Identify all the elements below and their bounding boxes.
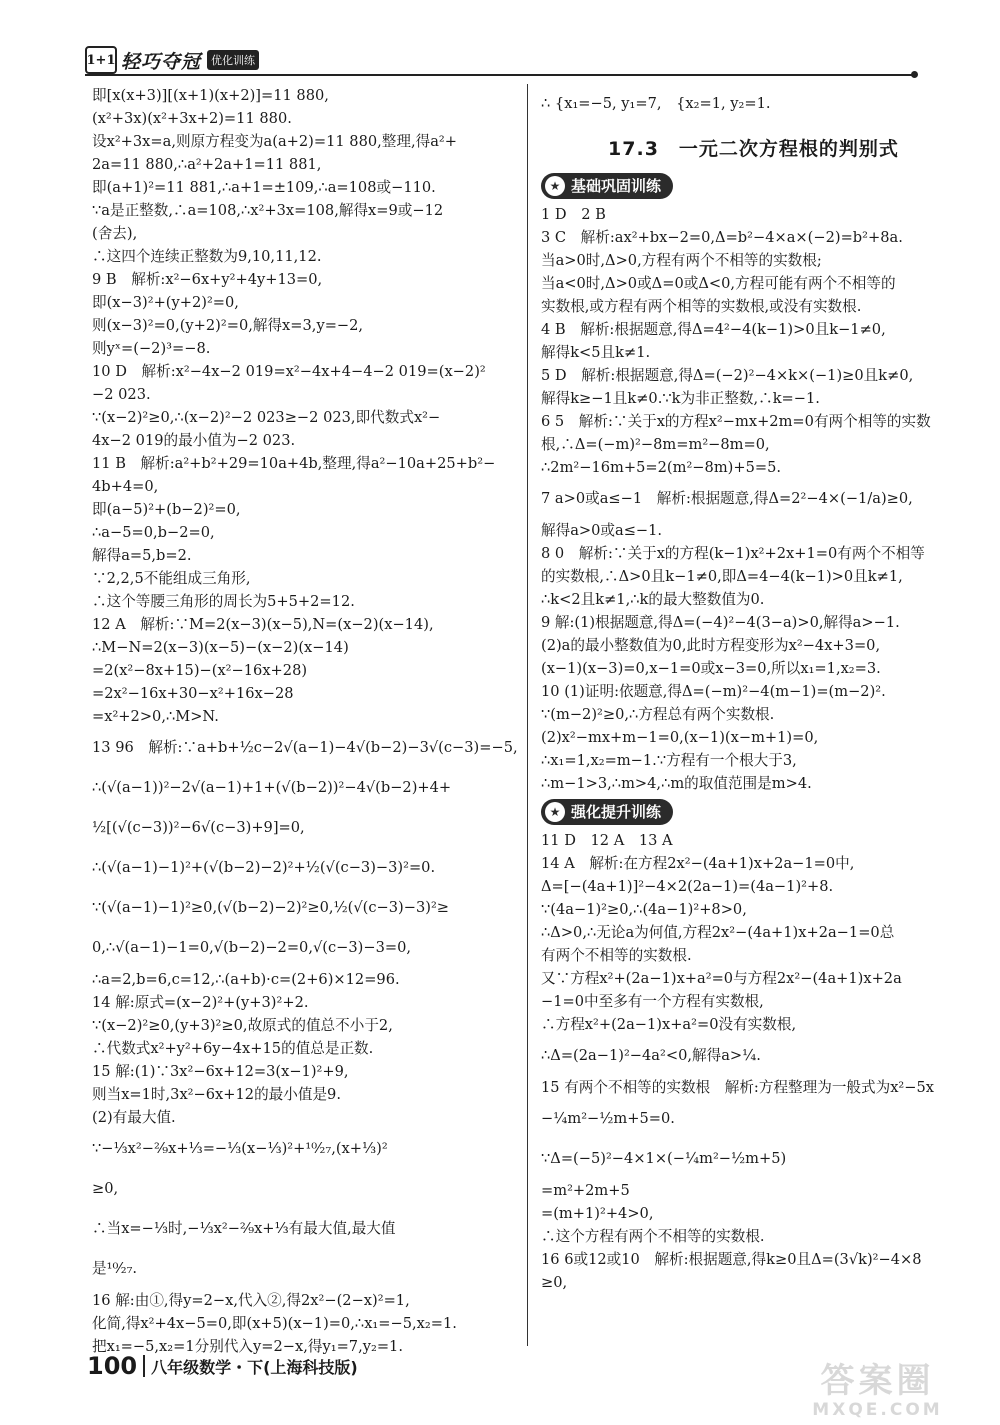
text-line: 则yˣ=(−2)³=−8. bbox=[92, 340, 211, 357]
text-line: 解得k<5且k≠1. bbox=[541, 344, 651, 361]
text-line: ∴Δ>0,∴无论a为何值,方程2x²−(4a+1)x+2a−1=0总 bbox=[541, 924, 895, 941]
text-line: −2 023. bbox=[92, 386, 151, 403]
text-line: ∴m−1>3,∴m>4,∴m的取值范围是m>4. bbox=[541, 775, 812, 792]
watermark bbox=[770, 1362, 985, 1422]
text-line: 根,∴Δ=(−m)²−8m=m²−8m=0, bbox=[541, 436, 770, 453]
text-line: =2x²−16x+30−x²+16x−28 bbox=[92, 685, 294, 702]
watermark-sub: MXQE.COM bbox=[812, 1400, 943, 1420]
text-line: 的实数根,∴Δ>0且k−1≠0,即Δ=4−4(k−1)>0且k≠1, bbox=[541, 568, 903, 585]
text-line: 是¹⁰⁄₂₇. bbox=[92, 1260, 138, 1277]
text-line: 把x₁=−5,x₂=1分别代入y=2−x,得y₁=7,y₂=1. bbox=[92, 1338, 403, 1355]
text-line: 化简,得x²+4x−5=0,即(x+5)(x−1)=0,∴x₁=−5,x₂=1. bbox=[92, 1315, 457, 1332]
header-rule bbox=[85, 74, 915, 76]
text-line: 又∵方程x²+(2a−1)x+a²=0与方程2x²−(4a+1)x+2a bbox=[541, 970, 902, 987]
text-line: ∵2,2,5不能组成三角形, bbox=[92, 570, 251, 587]
text-line: ≥0, bbox=[92, 1180, 119, 1197]
brand-name: 轻巧夺冠 bbox=[121, 50, 202, 73]
text-line: 10 (1)证明:依题意,得Δ=(−m)²−4(m−1)=(m−2)². bbox=[541, 683, 886, 700]
text-line: 有两个不相等的实数根. bbox=[541, 947, 692, 964]
page-header bbox=[85, 44, 915, 78]
brand-badge: 优化训练 bbox=[207, 50, 259, 70]
text-line: 则当x=1时,3x²−6x+12的最小值是9. bbox=[92, 1086, 341, 1103]
text-line: ∴这个方程有两个不相等的实数根. bbox=[541, 1228, 765, 1245]
text-line: 3 C 解析:ax²+bx−2=0,Δ=b²−4×a×(−2)=b²+8a. bbox=[541, 229, 903, 246]
subsection-advanced bbox=[541, 799, 673, 825]
text-line: 10 D 解析:x²−4x−2 019=x²−4x+4−4−2 019=(x−2)² bbox=[92, 363, 486, 380]
text-line: ∵(√(a−1)−1)²≥0,(√(b−2)−2)²≥0,½(√(c−3)−3)²≥ bbox=[92, 899, 450, 916]
text-line: ∴Δ=(2a−1)²−4a²<0,解得a>¼. bbox=[541, 1047, 761, 1064]
logo-mark: 1+1 bbox=[85, 46, 117, 74]
text-line: ∴ {x₁=−5, y₁=7, {x₂=1, y₂=1. bbox=[541, 95, 771, 112]
text-line: 1 D 2 B bbox=[541, 206, 606, 223]
right-top-lines bbox=[541, 84, 966, 124]
text-line: 即[x(x+3)][(x+1)(x+2)]=11 880, bbox=[92, 87, 329, 104]
watermark-main: 答案圈 bbox=[820, 1361, 935, 1401]
subsection-basic-label: 基础巩固训练 bbox=[571, 176, 662, 195]
text-line: 实数根,或方程有两个相等的实数根,或没有实数根. bbox=[541, 298, 862, 315]
text-line: 2a=11 880,∴a²+2a+1=11 881, bbox=[92, 156, 322, 173]
text-line: ∴2m²−16m+5=2(m²−8m)+5=5. bbox=[541, 459, 782, 476]
text-line: 解得a>0或a≤−1. bbox=[541, 522, 663, 539]
text-line: 当a>0时,Δ>0,方程有两个不相等的实数根; bbox=[541, 252, 822, 269]
text-line: 14 A 解析:在方程2x²−(4a+1)x+2a−1=0中, bbox=[541, 855, 855, 872]
subsection-advanced-label: 强化提升训练 bbox=[571, 802, 662, 821]
text-line: 11 B 解析:a²+b²+29=10a+4b,整理,得a²−10a+25+b²− bbox=[92, 455, 496, 472]
text-line: (2)有最大值. bbox=[92, 1109, 176, 1126]
text-line: ∵(4a−1)²≥0,∴(4a−1)²+8>0, bbox=[541, 901, 747, 918]
text-line: 即(x−3)²+(y+2)²=0, bbox=[92, 294, 239, 311]
text-line: ∴代数式x²+y²+6y−4x+15的值总是正数. bbox=[92, 1040, 374, 1057]
text-line: (舍去), bbox=[92, 225, 138, 242]
text-line: 6 5 解析:∵关于x的方程x²−mx+2m=0有两个相等的实数 bbox=[541, 413, 931, 430]
text-line: 16 解:由①,得y=2−x,代入②,得2x²−(2−x)²=1, bbox=[92, 1292, 410, 1309]
text-line: (2)x²−mx+m−1=0,(x−1)(x−m+1)=0, bbox=[541, 729, 819, 746]
footer-divider bbox=[143, 1355, 145, 1377]
text-line: ∴这个等腰三角形的周长为5+5+2=12. bbox=[92, 593, 355, 610]
text-line: ∴a=2,b=6,c=12,∴(a+b)·c=(2+6)×12=96. bbox=[92, 971, 400, 988]
text-line: 即(a+1)²=11 881,∴a+1=±109,∴a=108或−110. bbox=[92, 179, 436, 196]
text-line: 9 B 解析:x²−6x+y²+4y+13=0, bbox=[92, 271, 323, 288]
text-line: =(m+1)²+4>0, bbox=[541, 1205, 654, 1222]
text-line: ∴(√(a−1)−1)²+(√(b−2)−2)²+½(√(c−3)−3)²=0. bbox=[92, 859, 436, 876]
text-line: (2)a的最小整数值为0,此时方程变形为x²−4x+3=0, bbox=[541, 637, 881, 654]
text-line: ∵(x−2)²≥0,∴(x−2)²−2 023≥−2 023,即代数式x²− bbox=[92, 409, 441, 426]
advanced-exercise-lines bbox=[541, 829, 966, 1294]
text-line: 0,∴√(a−1)−1=0,√(b−2)−2=0,√(c−3)−3=0, bbox=[92, 939, 412, 956]
brand-logo bbox=[85, 46, 259, 74]
text-line: ∵Δ=(−5)²−4×1×(−¼m²−½m+5) bbox=[541, 1150, 787, 1167]
badge-icon: ★ bbox=[545, 176, 565, 196]
text-line: −1=0中至多有一个方程有实数根, bbox=[541, 993, 764, 1010]
text-line: (x²+3x)(x²+3x+2)=11 880. bbox=[92, 110, 292, 127]
text-line: ∴M−N=2(x−3)(x−5)−(x−2)(x−14) bbox=[92, 639, 349, 656]
text-line: ∵(x−2)²≥0,(y+3)²≥0,故原式的值总不小于2, bbox=[92, 1017, 393, 1034]
text-line: ≥0, bbox=[541, 1274, 568, 1291]
text-line: 4b+4=0, bbox=[92, 478, 159, 495]
text-line: 15 有两个不相等的实数根 解析:方程整理为一般式为x²−5x bbox=[541, 1079, 935, 1096]
text-line: 13 96 解析:∵a+b+½c−2√(a−1)−4√(b−2)−3√(c−3)=−5, bbox=[92, 739, 518, 756]
basic-exercise-lines bbox=[541, 203, 966, 795]
text-line: 解得a=5,b=2. bbox=[92, 547, 192, 564]
text-line: 9 解:(1)根据题意,得Δ=(−4)²−4(3−a)>0,解得a>−1. bbox=[541, 614, 900, 631]
text-line: 设x²+3x=a,则原方程变为a(a+2)=11 880,整理,得a²+ bbox=[92, 133, 457, 150]
book-title: 八年级数学・下(上海科技版) bbox=[151, 1357, 358, 1377]
text-line: ∵a是正整数,∴a=108,∴x²+3x=108,解得x=9或−12 bbox=[92, 202, 444, 219]
page-number: 100 bbox=[87, 1352, 138, 1380]
subsection-basic bbox=[541, 173, 673, 199]
section-title: 17.3 一元二次方程根的判别式 bbox=[608, 138, 899, 160]
column-divider bbox=[527, 84, 528, 1346]
text-line: =m²+2m+5 bbox=[541, 1182, 630, 1199]
text-line: 14 解:原式=(x−2)²+(y+3)²+2. bbox=[92, 994, 309, 1011]
text-line: ∴当x=−⅓时,−⅓x²−²⁄₉x+⅓有最大值,最大值 bbox=[92, 1220, 396, 1237]
text-line: 7 a>0或a≤−1 解析:根据题意,得Δ=2²−4×(−1/a)≥0, bbox=[541, 490, 913, 507]
text-line: (x−1)(x−3)=0,x−1=0或x−3=0,所以x₁=1,x₂=3. bbox=[541, 660, 881, 677]
text-line: =x²+2>0,∴M>N. bbox=[92, 708, 219, 725]
text-line: 11 D 12 A 13 A bbox=[541, 832, 673, 849]
text-line: 则(x−3)²=0,(y+2)²=0,解得x=3,y=−2, bbox=[92, 317, 364, 334]
text-line: ∴a−5=0,b−2=0, bbox=[92, 524, 215, 541]
text-line: 15 解:(1)∵3x²−6x+12=3(x−1)²+9, bbox=[92, 1063, 349, 1080]
text-line: 4 B 解析:根据题意,得Δ=4²−4(k−1)>0且k−1≠0, bbox=[541, 321, 886, 338]
text-line: ∴x₁=1,x₂=m−1.∵方程有一个根大于3, bbox=[541, 752, 797, 769]
left-column bbox=[92, 84, 518, 1358]
text-line: 即(a−5)²+(b−2)²=0, bbox=[92, 501, 241, 518]
text-line: 8 0 解析:∵关于x的方程(k−1)x²+2x+1=0有两个不相等 bbox=[541, 545, 925, 562]
text-line: 解得k≥−1且k≠0.∵k为非正整数,∴k=−1. bbox=[541, 390, 820, 407]
text-line: 4x−2 019的最小值为−2 023. bbox=[92, 432, 296, 449]
text-line: ∴这四个连续正整数为9,10,11,12. bbox=[92, 248, 322, 265]
text-line: 16 6或12或10 解析:根据题意,得k≥0且Δ=(3√k)²−4×8 bbox=[541, 1251, 922, 1268]
badge-icon: ★ bbox=[545, 802, 565, 822]
text-line: ∵(m−2)²≥0,∴方程总有两个实数根. bbox=[541, 706, 775, 723]
text-line: ∴(√(a−1))²−2√(a−1)+1+(√(b−2))²−4√(b−2)+4+ bbox=[92, 779, 452, 796]
text-line: ∴k<2且k≠1,∴k的最大整数值为0. bbox=[541, 591, 765, 608]
text-line: 5 D 解析:根据题意,得Δ=(−2)²−4×k×(−1)≥0且k≠0, bbox=[541, 367, 914, 384]
right-column bbox=[541, 84, 966, 1294]
text-line: ∵−⅓x²−²⁄₉x+⅓=−⅓(x−⅓)²+¹⁰⁄₂₇,(x+⅓)² bbox=[92, 1140, 388, 1157]
text-line: 当a<0时,Δ>0或Δ=0或Δ<0,方程可能有两个不相等的 bbox=[541, 275, 896, 292]
text-line: Δ=[−(4a+1)]²−4×2(2a−1)=(4a−1)²+8. bbox=[541, 878, 834, 895]
text-line: ½[(√(c−3))²−6√(c−3)+9]=0, bbox=[92, 819, 305, 836]
text-line: −¼m²−½m+5=0. bbox=[541, 1110, 675, 1127]
text-line: 12 A 解析:∵M=2(x−3)(x−5),N=(x−2)(x−14), bbox=[92, 616, 434, 633]
text-line: =2(x²−8x+15)−(x²−16x+28) bbox=[92, 662, 308, 679]
page-footer bbox=[87, 1350, 358, 1382]
text-line: ∴方程x²+(2a−1)x+a²=0没有实数根, bbox=[541, 1016, 797, 1033]
